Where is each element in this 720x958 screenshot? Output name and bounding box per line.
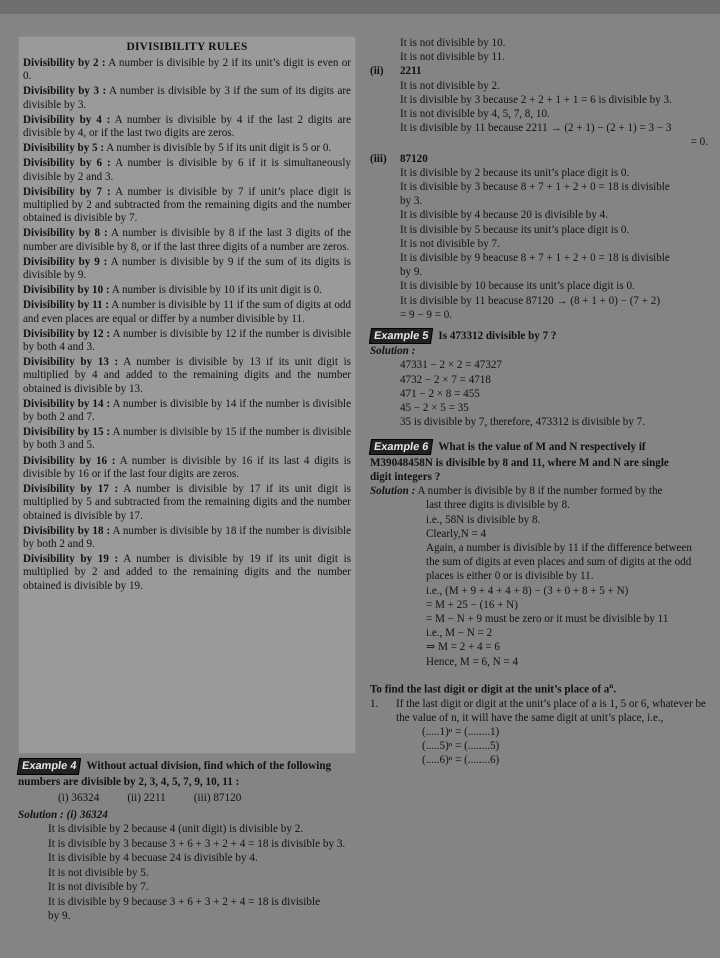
text-line: It is not divisible by 5. (48, 866, 149, 879)
rule-text: A number is divisible by 6 if it is simultaneously divisible by 2 and 3. (23, 157, 351, 183)
example6-question-a: What is the value of M and N respectively if (438, 441, 646, 454)
example4-question-b: numbers are divisible by 2, 3, 4, 5, 7, 9, 10, 11 : (18, 775, 240, 788)
text-line: It is not divisible by 2. (400, 79, 500, 92)
text-line: 35 is divisible by 7, therefore, 473312 is divisible by 7. (400, 416, 645, 429)
text-line: It is divisible by 5 because its unit’s place digit is 0. (400, 223, 630, 236)
last-digit-title: To find the last digit or digit at the unit’s place of $a^n$. (370, 681, 617, 696)
text-line: 47331 − 2 × 2 = 47327 (400, 359, 502, 372)
example4-option: (iii) 87120 (193, 792, 242, 804)
rule-text: A number is divisible by 16 if its last 4 digits is divisible by 16 or if the last four digits are zeros. (23, 454, 351, 480)
part-number: 87120 (400, 152, 428, 165)
rule-heading: Divisibility by 14 : (23, 397, 111, 410)
text-line: It is divisible by 9 beacuse 8 + 7 + 1 + 2 + 0 = 18 is divisible (400, 252, 670, 265)
example4-part2 (370, 64, 708, 78)
example6-header (370, 439, 708, 455)
divisibility-rules-box (18, 36, 356, 754)
item-text: If the last digit or digit at the unit’s place of a is 1, 5 or 6, whatever be the value of n, it will have the same digit at unit’s place, i.e., (396, 697, 706, 724)
rule-text: A number is divisible by 3 if the sum of its digits are divisible by 3. (23, 85, 351, 111)
rule-heading: Divisibility by 4 : (23, 113, 111, 126)
part-tag: (iii) (370, 152, 387, 165)
example6-solution-head: Solution : (370, 485, 416, 498)
rule-item (23, 356, 351, 396)
text-line: It is divisible by 2 because 4 (unit digit) is divisible by 2. (48, 823, 304, 835)
text-line: It is not divisible by 7. (400, 237, 500, 250)
example5-question: Is 473312 divisible by 7 ? (438, 330, 557, 343)
rule-heading: Divisibility by 9 : (23, 255, 108, 268)
rule-item (23, 525, 351, 551)
example4-part2-lines (370, 79, 708, 150)
rule-text: A number is divisible by 14 if the number is divisible by both 2 and 7. (23, 397, 351, 424)
rules-title: DIVISIBILITY RULES (126, 41, 248, 53)
example5-solution-lines (370, 358, 708, 429)
rule-heading: Divisibility by 17 : (23, 483, 119, 496)
rule-item (23, 186, 351, 226)
rule-heading: Divisibility by 3 : (23, 85, 107, 98)
example4-options (18, 791, 358, 806)
rule-heading: Divisibility by 5 : (23, 142, 105, 155)
rule-item (23, 426, 351, 452)
text-line: It is divisible by 9 because 3 + 6 + 3 + 2 + 4 = 18 is divisible (48, 895, 321, 908)
rule-item (23, 553, 351, 593)
rule-heading: Divisibility by 6 : (23, 157, 111, 170)
item-number: 1. (370, 697, 379, 710)
example4-option: (ii) 2211 (127, 792, 166, 804)
example4-right-top (370, 36, 708, 64)
rule-item (23, 157, 351, 183)
text-line: 4732 − 2 × 7 = 4718 (400, 373, 491, 386)
text-line: ⇒ M = 2 + 4 = 6 (426, 641, 500, 654)
text-line: Hence, M = 6, N = 4 (426, 655, 519, 668)
top-bar (0, 0, 720, 14)
example5-badge: Example 5 (369, 328, 434, 344)
rule-text: A number is divisible by 4 if the last 2 digits are divisible by 4, or if the last two digits are zeros. (23, 113, 351, 140)
example6-question-b: M39048458N is divisible by 8 and 11, where M and N are single (370, 456, 669, 469)
text-line: (.....1)ⁿ = (........1) (422, 726, 500, 739)
example4-question-a: Without actual division, find which of the following (86, 760, 332, 772)
rule-item (23, 328, 351, 354)
part-number: 2211 (400, 65, 422, 78)
rule-item (23, 85, 351, 111)
document-page (0, 14, 720, 958)
text-line: It is divisible by 4 becuase 24 is divisible by 4. (48, 852, 258, 864)
text-line: i.e., 58N is divisible by 8. (426, 513, 541, 526)
rule-heading: Divisibility by 11 : (23, 299, 110, 312)
rule-text: A number is divisible by 18 if the number is divisible by both 2 and 9. (23, 524, 351, 550)
rule-text: A number is divisible by 15 if the number is divisible by both 3 and 5. (23, 426, 351, 452)
text-line: = 9 − 9 = 0. (400, 308, 453, 321)
rule-item (23, 256, 351, 282)
rule-heading: Divisibility by 2 : (23, 57, 106, 69)
example4-badge: Example 4 (17, 758, 82, 775)
rule-item (23, 455, 351, 481)
rule-text: A number is divisible by 17 if its unit digit is multiplied by 5 and subtracted from the remaining digits and the number obtained is divisible by 17. (23, 483, 351, 522)
example5-solution-head: Solution : (370, 345, 416, 358)
rule-text: A number is divisible by 5 if its unit digit is 5 or 0. (106, 142, 332, 155)
rule-heading: Divisibility by 15 : (23, 426, 111, 439)
example6-badge: Example 6 (369, 439, 434, 455)
rule-heading: Divisibility by 7 : (23, 185, 111, 198)
text-line: It is not divisible by 4, 5, 7, 8, 10. (400, 108, 550, 121)
rule-item (23, 483, 351, 523)
rule-text: A number is divisible by 13 if its unit digit is multiplied by 4 and added to the remaining digits and the number obtained is divisible by 13. (23, 356, 351, 395)
last-digit-title-sup: n (609, 681, 614, 690)
rule-heading: Divisibility by 19 : (23, 553, 119, 566)
example4-solution-lines (18, 822, 358, 924)
text-line: It is not divisible by 7. (48, 881, 149, 893)
text-line: (.....5)ⁿ = (........5) (422, 740, 500, 753)
text-line: = M − N + 9 must be zero or it must be divisible by 11 (426, 612, 669, 625)
rule-heading: Divisibility by 18 : (23, 524, 111, 537)
text-line: by 9. (48, 910, 71, 922)
rule-text: A number is divisible by 9 if the sum of its digits is divisible by 9. (23, 255, 351, 282)
last-digit-patterns (370, 725, 708, 768)
rule-text: A number is divisible by 19 if its unit digit is multiplied by 2 and added to the remaining digits and the number obtained is divisible by 19. (23, 553, 351, 592)
rule-heading: Divisibility by 13 : (23, 356, 119, 369)
part-tag: (ii) (370, 65, 384, 78)
text-line: = 0. (690, 136, 708, 149)
text-line: It is divisible by 10 because its unit’s place digit is 0. (400, 280, 635, 293)
text-line: Clearly,N = 4 (426, 527, 487, 540)
text-line: It is divisible by 3 because 8 + 7 + 1 + 2 + 0 = 18 is divisible (400, 181, 670, 194)
text-line: A number is divisible by 8 if the number formed by the (417, 485, 663, 498)
example4-part3 (370, 152, 708, 166)
text-line: i.e., M − N = 2 (426, 627, 493, 640)
text-line: 45 − 2 × 5 = 35 (400, 402, 469, 415)
rules-list (19, 57, 355, 593)
text-line: It is divisible by 4 because 20 is divisible by 4. (400, 209, 608, 222)
example5-header (370, 328, 708, 344)
rule-item (23, 299, 351, 325)
example6-solution-lines (370, 498, 708, 668)
text-line: 471 − 2 × 8 = 455 (400, 387, 480, 400)
rule-text: A number is divisible by 8 if the last 3 digits of the number are divisible by 8, or if the last three digits of a number are zeros. (23, 227, 352, 253)
example4-solution-head: Solution : (i) 36324 (18, 808, 108, 821)
last-digit-item (370, 697, 708, 725)
last-digit-title-text: To find the last digit or digit at the unit’s place of a (370, 683, 610, 696)
text-line: by 9. (400, 266, 423, 279)
rule-text: A number is divisible by 7 if unit’s place digit is multiplied by 2 and subtracted from the remaining digits and the number obtained is divisible by 7. (23, 185, 351, 225)
rule-text: A number is divisible by 11 if the sum of digits at odd and even places are equal or differ by a number divisible by 11. (23, 299, 351, 325)
rule-heading: Divisibility by 10 : (23, 284, 110, 297)
rule-heading: Divisibility by 16 : (23, 454, 116, 467)
text-line: It is not divisible by 10. (400, 37, 506, 49)
text-line: It is divisible by 3 because 2 + 2 + 1 + 1 = 6 is divisible by 3. (400, 93, 672, 106)
example6-solution-first (370, 484, 708, 498)
rule-heading: Divisibility by 12 : (23, 327, 111, 340)
rule-heading: Divisibility by 8 : (23, 227, 108, 240)
text-line: (.....6)ⁿ = (........6) (422, 754, 500, 767)
rule-item (23, 284, 351, 297)
example4-option: (i) 36324 (58, 792, 100, 804)
rule-text: A number is divisible by 12 if the number is divisible by both 4 and 3. (23, 327, 351, 354)
text-line: It is divisible by 2 because its unit’s place digit is 0. (400, 166, 630, 179)
text-line: It is divisible by 11 beacuse 87120 → (8 + 1 + 0) − (7 + 2) (400, 294, 661, 307)
rule-item (23, 227, 351, 253)
rule-text: A number is divisible by 2 if its unit’s digit is even or 0. (23, 57, 351, 83)
text-line: Again, a number is divisible by 11 if the difference between the sum of digits at even places and sum of digits at the odd places is either 0 or is divisible by 11. (426, 541, 692, 583)
text-line: by 3. (400, 195, 423, 208)
right-column (370, 36, 708, 768)
example6-question-c: digit integers ? (370, 470, 441, 483)
rule-text: A number is divisible by 10 if its unit digit is 0. (111, 284, 322, 297)
rule-item (23, 114, 351, 140)
text-line: It is divisible by 3 because 3 + 6 + 3 + 2 + 4 = 18 is divisible by 3. (48, 837, 346, 850)
text-line: = M + 25 − (16 + N) (426, 598, 518, 611)
example4-section (18, 758, 358, 924)
example4-part3-lines (370, 166, 708, 322)
rule-item (23, 398, 351, 424)
example4-header (18, 758, 358, 775)
text-line: It is divisible by 11 because 2211 → (2 + 1) − (2 + 1) = 3 − 3 (400, 122, 672, 135)
text-line: It is not divisible by 11. (400, 51, 505, 64)
text-line: i.e., (M + 9 + 4 + 4 + 8) − (3 + 0 + 8 + 5 + N) (426, 584, 629, 597)
rule-item (23, 57, 351, 83)
text-line: last three digits is divisible by 8. (426, 499, 570, 512)
rule-item (23, 142, 351, 155)
